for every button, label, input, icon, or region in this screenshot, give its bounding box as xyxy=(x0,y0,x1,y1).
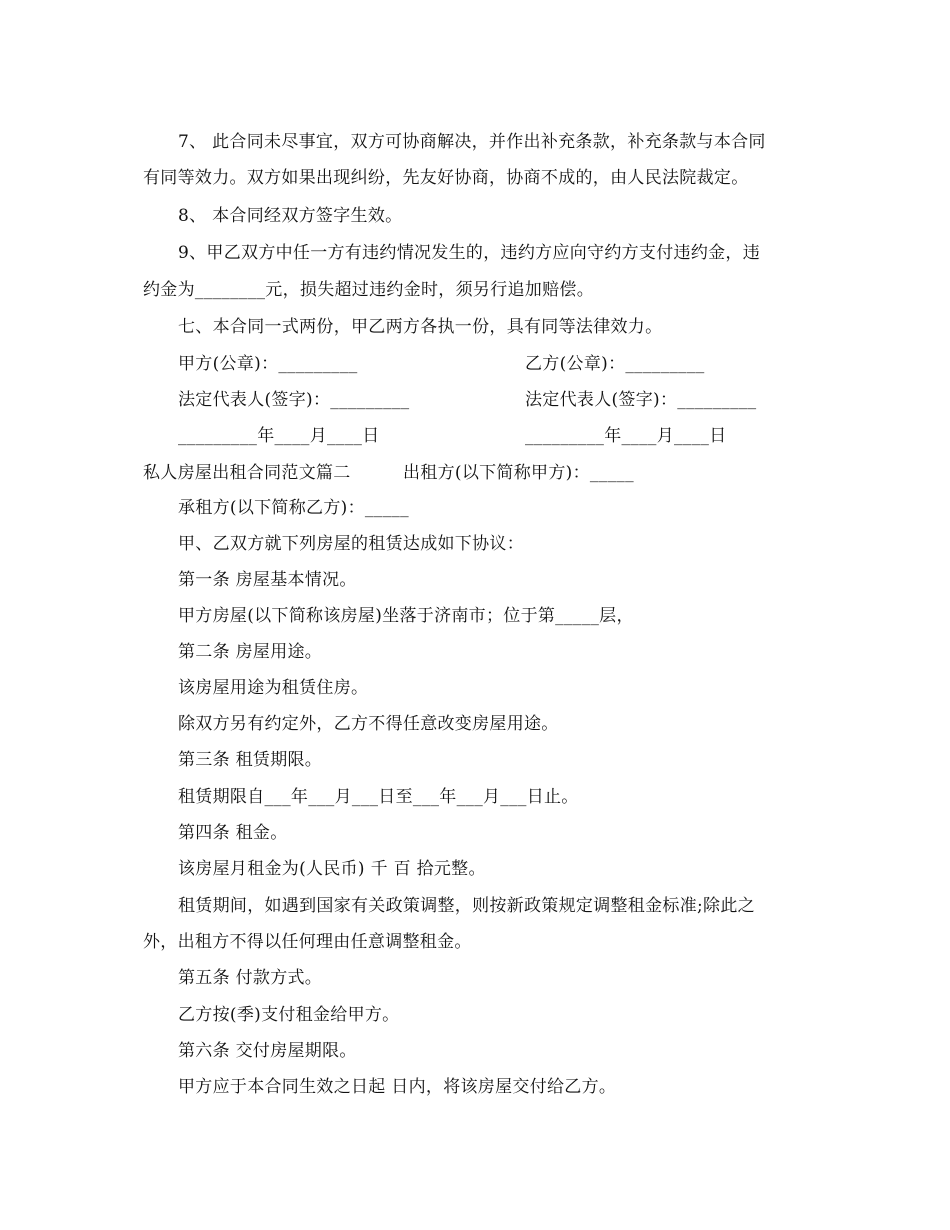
article-heading: 第五条 付款方式。 xyxy=(178,968,323,988)
clause-8: 8、 本合同经双方签字生效。 xyxy=(178,206,403,226)
party-b-date: _________年____月____日 xyxy=(525,426,727,446)
clause-9-line-1: 9、甲乙双方中任一方有违约情况发生的，违约方应向守约方支付违约金，违 xyxy=(178,243,761,263)
body-line: 乙方按(季)支付租金给甲方。 xyxy=(178,1005,400,1025)
article-heading: 第六条 交付房屋期限。 xyxy=(178,1041,357,1061)
body-line: 甲方应于本合同生效之日起 日内，将该房屋交付给乙方。 xyxy=(178,1077,617,1097)
body-line: 承租方(以下简称乙方)：_____ xyxy=(178,498,409,518)
party-a-seal: 甲方(公章)：_________ xyxy=(178,354,358,374)
clause-9-line-2: 约金为________元，损失超过违约金时，须另行追加赔偿。 xyxy=(143,280,594,300)
section-heading: 私人房屋出租合同范文篇二 xyxy=(143,463,351,483)
article-heading: 第一条 房屋基本情况。 xyxy=(178,570,357,590)
body-line: 甲方房屋(以下简称该房屋)坐落于济南市；位于第_____层， xyxy=(178,606,634,626)
body-line: 租赁期间，如遇到国家有关政策调整，则按新政策规定调整租金标准;除此之 xyxy=(178,896,755,916)
body-line: 租赁期限自___年___月___日至___年___月___日止。 xyxy=(178,787,579,807)
body-line: 除双方另有约定外，乙方不得任意改变房屋用途。 xyxy=(178,714,559,734)
body-line: 该房屋用途为租赁住房。 xyxy=(178,678,369,698)
body-line: 甲、乙双方就下列房屋的租赁达成如下协议： xyxy=(178,534,524,554)
article-heading: 第三条 租赁期限。 xyxy=(178,750,323,770)
body-line: 外，出租方不得以任何理由任意调整租金。 xyxy=(143,932,472,952)
article-heading: 第四条 租金。 xyxy=(178,823,288,843)
party-b-seal: 乙方(公章)：_________ xyxy=(525,354,705,374)
article-heading: 第二条 房屋用途。 xyxy=(178,642,323,662)
body-line: 该房屋月租金为(人民币) 千 百 拾元整。 xyxy=(178,859,486,879)
clause-7-line-1: 7、 此合同未尽事宜，双方可协商解决，并作出补充条款，补充条款与本合同 xyxy=(178,132,766,152)
lessor-line: 出租方(以下简称甲方)：_____ xyxy=(403,463,634,483)
clause-seven: 七、本合同一式两份，甲乙两方各执一份，具有同等法律效力。 xyxy=(178,317,663,337)
party-a-representative: 法定代表人(签字)：_________ xyxy=(178,390,410,410)
party-a-date: _________年____月____日 xyxy=(178,426,380,446)
party-b-representative: 法定代表人(签字)：_________ xyxy=(525,390,757,410)
clause-7-line-2: 有同等效力。双方如果出现纠纷，先友好协商，协商不成的，由人民法院裁定。 xyxy=(143,168,749,188)
